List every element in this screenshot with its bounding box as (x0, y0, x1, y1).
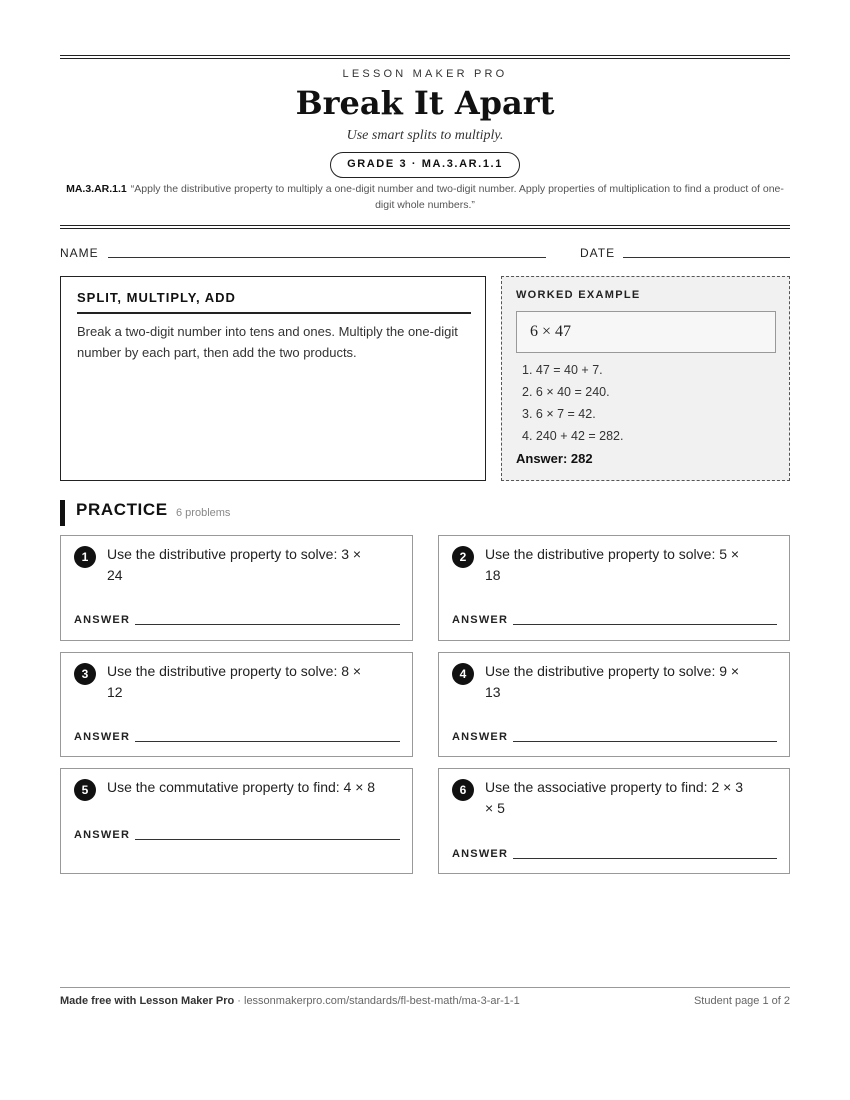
footer-rule (60, 987, 790, 988)
problem-card-4 (438, 652, 790, 757)
header-bottom-rule (60, 225, 790, 229)
problem-card-5 (60, 768, 413, 874)
answer-field-4[interactable] (513, 741, 777, 742)
concept-title: SPLIT, MULTIPLY, ADD (77, 290, 471, 314)
answer-field-3[interactable] (135, 741, 400, 742)
problem-prompt: Use the associative property to find: 2 × 3 × 5 (485, 779, 743, 816)
problem-card-1 (60, 535, 413, 641)
problem-card-2 (438, 535, 790, 641)
standard-description (60, 181, 790, 213)
answer-field-5[interactable] (135, 839, 400, 840)
worked-example-expression: 6 × 47 (516, 311, 776, 353)
answer-label: ANSWER (452, 731, 509, 743)
answer-field-6[interactable] (513, 858, 777, 859)
answer-label: ANSWER (452, 614, 509, 626)
footer-credit (60, 995, 520, 1007)
answer-label: ANSWER (74, 829, 131, 841)
brand-name: LESSON MAKER PRO (342, 68, 508, 80)
footer-page-number: Student page 1 of 2 (693, 995, 790, 1007)
problem-number: 6 (452, 779, 474, 801)
worked-example-step: 3. 6 × 7 = 42. (522, 407, 596, 421)
concept-box (60, 276, 486, 481)
grade-badge: GRADE 3 · MA.3.AR.1.1 (330, 152, 520, 178)
worked-example-step: 4. 240 + 42 = 282. (522, 429, 624, 443)
worked-example-step: 2. 6 × 40 = 240. (522, 385, 610, 399)
worked-example-answer: Answer: 282 (516, 451, 593, 466)
practice-title: PRACTICE (76, 500, 168, 519)
practice-count: 6 problems (176, 507, 231, 519)
worked-example-box (501, 276, 790, 481)
problem-prompt: Use the distributive property to solve: 3 × 24 (107, 546, 362, 583)
problem-prompt: Use the distributive property to solve: 9 × 13 (485, 663, 740, 700)
name-field[interactable] (108, 257, 546, 258)
date-field[interactable] (623, 257, 790, 258)
problem-number: 1 (74, 546, 96, 568)
answer-label: ANSWER (452, 848, 509, 860)
worked-example-steps (522, 359, 623, 447)
problem-number: 2 (452, 546, 474, 568)
standard-code: MA.3.AR.1.1 (66, 183, 127, 195)
worksheet-page (60, 0, 790, 1100)
answer-field-1[interactable] (135, 624, 400, 625)
problem-prompt: Use the distributive property to solve: 5 × 18 (485, 546, 740, 583)
problem-number: 4 (452, 663, 474, 685)
problem-number: 5 (74, 779, 96, 801)
problem-card-6 (438, 768, 790, 874)
name-label: NAME (60, 246, 99, 260)
page-title: Break It Apart (295, 84, 555, 122)
worked-example-title: WORKED EXAMPLE (516, 289, 641, 301)
problem-prompt: Use the commutative property to find: 4 × 8 (107, 779, 376, 795)
problem-number: 3 (74, 663, 96, 685)
problem-prompt: Use the distributive property to solve: 8 × 12 (107, 663, 362, 700)
answer-field-2[interactable] (513, 624, 777, 625)
worked-example-step: 1. 47 = 40 + 7. (522, 363, 603, 377)
problem-card-3 (60, 652, 413, 757)
concept-body: Break a two-digit number into tens and ones. Multiply the one-digit number by each part, then add the two products. (77, 324, 458, 360)
practice-accent-bar (60, 500, 65, 526)
footer-url[interactable]: · lessonmakerpro.com/standards/fl-best-math/ma-3-ar-1-1 (234, 995, 520, 1007)
footer-made-with: Made free with Lesson Maker Pro (60, 995, 235, 1007)
answer-label: ANSWER (74, 614, 131, 626)
header-top-rule (60, 55, 790, 59)
standard-text: “Apply the distributive property to multiply a one-digit number and two-digit number. Apply properties of multiplication to find a product of one-digit whole numbers.” (130, 183, 784, 211)
page-subtitle: Use smart splits to multiply. (346, 128, 504, 143)
answer-label: ANSWER (74, 731, 131, 743)
date-label: DATE (580, 246, 616, 260)
